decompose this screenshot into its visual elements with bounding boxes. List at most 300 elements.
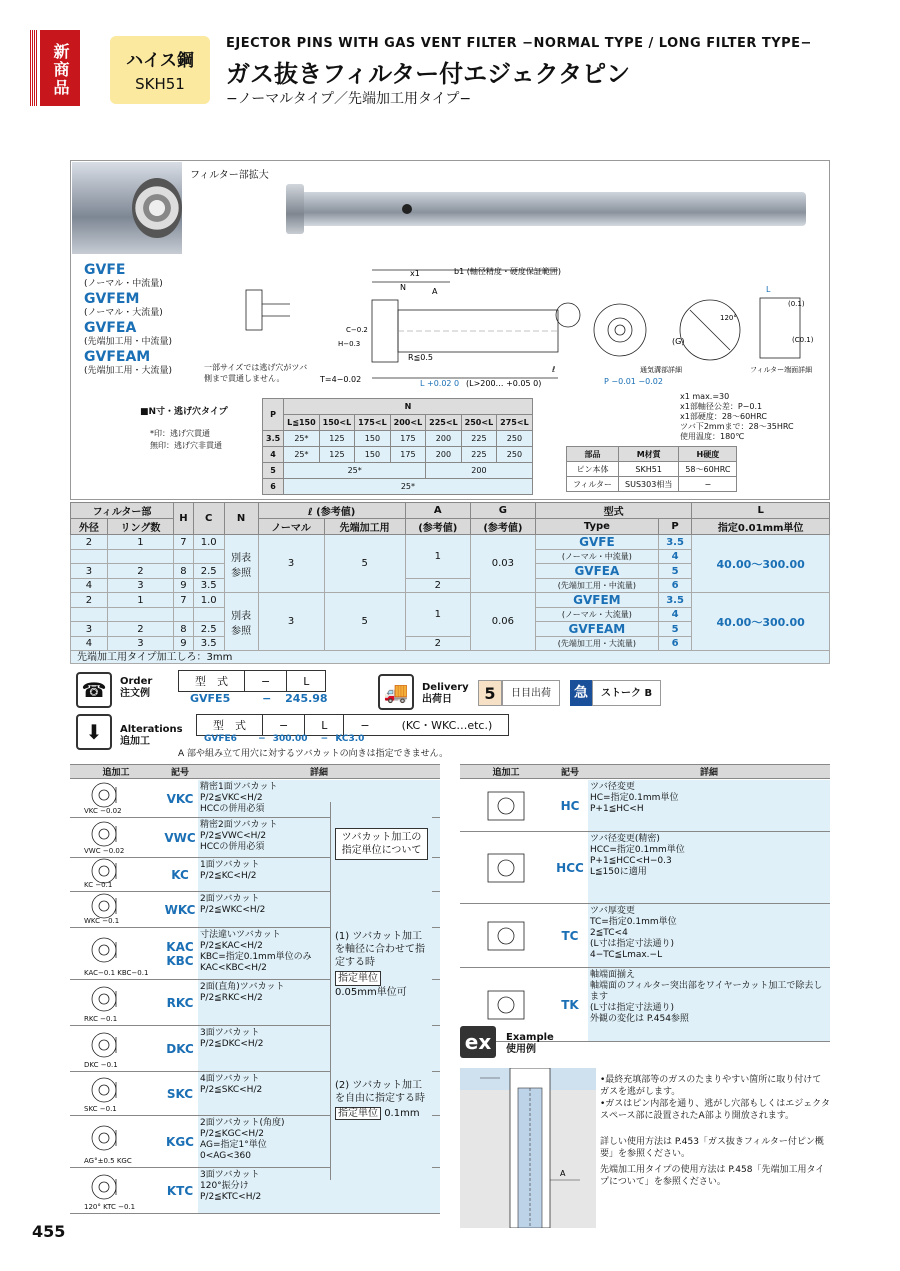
alt-v1: GVFE6 xyxy=(204,734,237,744)
order-label-jp: 注文例 xyxy=(120,688,150,699)
alteration-code-text: KBC xyxy=(166,953,194,968)
alteration-detail xyxy=(198,780,330,817)
alteration-figure xyxy=(70,928,162,979)
order-example-table xyxy=(178,670,326,692)
alteration-code xyxy=(162,980,198,1025)
alteration-detail-line: TC=指定0.1mm単位 xyxy=(590,917,677,927)
cell xyxy=(71,608,108,622)
cut-unit-1: (1) ツバカット加工を軸径に合わせて指定する時 xyxy=(335,931,425,968)
alteration-detail xyxy=(198,818,330,857)
alteration-detail-line: 120°振分け xyxy=(200,1181,249,1191)
example-ref-link[interactable]: 先端加工用タイプの使用方法は P.458「先端加工用タイプについて」を参照ください。 xyxy=(600,1165,825,1187)
alteration-figure xyxy=(70,1026,162,1071)
alteration-detail-line: P/2≦KGC<H/2 xyxy=(200,1129,264,1139)
delivery-label xyxy=(422,682,469,706)
spec-line: x1部軸径公差：P−0.1 xyxy=(680,402,763,411)
cell: 3.5 xyxy=(193,579,224,593)
n-cell: 150 xyxy=(355,431,391,447)
n-note-2: 無印：逃げ穴非貫通 xyxy=(150,441,222,450)
n-table xyxy=(262,398,533,495)
cell: 1 xyxy=(107,535,173,550)
alteration-detail-line: 3面ツバカット xyxy=(200,1170,260,1180)
alteration-detail xyxy=(588,904,830,967)
alteration-detail-line: P/2≦KTC<H/2 xyxy=(200,1192,262,1202)
alteration-detail-line: P/2≦RKC<H/2 xyxy=(200,993,263,1003)
alteration-code xyxy=(162,1116,198,1167)
order-v2: 245.98 xyxy=(285,692,328,705)
example-label xyxy=(506,1032,554,1056)
alteration-figure-label: KAC−0.1 KBC−0.1 xyxy=(84,969,149,977)
alteration-code-text: KAC xyxy=(166,939,194,954)
example-label-en: Example xyxy=(506,1032,554,1043)
label-L-small: L xyxy=(766,285,771,294)
type-code: GVFE xyxy=(84,262,126,278)
alteration-table-left xyxy=(70,764,440,779)
cell: 5 xyxy=(658,564,692,579)
tip-allowance-note: 先端加工用タイプ加工しろ：3mm xyxy=(70,650,830,664)
cell: 0.06 xyxy=(470,593,535,651)
type-desc: (先端加工用・大流量) xyxy=(84,366,173,376)
alteration-figure xyxy=(70,1168,162,1213)
order-label xyxy=(120,676,152,700)
alt-hdr: 追加工 xyxy=(70,765,162,779)
alteration-detail-line: P+1≦HC<H xyxy=(590,804,644,814)
cell: 2 xyxy=(107,622,173,637)
page-subtitle: −ノーマルタイプ／先端加工用タイプ− xyxy=(226,91,472,107)
alt-hdr: 詳細 xyxy=(588,765,830,779)
alt-label-en: Alterations xyxy=(120,724,183,735)
hdr-L-unit: 指定0.01mm単位 xyxy=(692,519,830,535)
n-table-n-header: N xyxy=(284,399,533,415)
alteration-detail-line: KBC=指定0.1mm単位のみ xyxy=(200,952,312,962)
cell: 4 xyxy=(658,550,692,564)
cell: 3 xyxy=(71,622,108,637)
cell: 7 xyxy=(174,535,194,550)
alteration-detail-line: (L寸は指定寸法通り) xyxy=(590,1003,675,1013)
n-col: 175<L xyxy=(355,415,391,431)
alteration-code: TC xyxy=(561,928,579,943)
alteration-code xyxy=(162,1072,198,1115)
cut-unit-2-label: 指定単位 xyxy=(335,1107,381,1120)
alteration-code-text: RKC xyxy=(166,995,194,1010)
n-cell: 250 xyxy=(497,447,533,463)
type-desc: (ノーマル・大流量) xyxy=(84,308,163,318)
alteration-detail-line: 2面ツバカット xyxy=(200,894,260,904)
type-cell: GVFE xyxy=(535,535,658,550)
mat-cell: SKH51 xyxy=(619,462,679,477)
cell: 2 xyxy=(71,535,108,550)
cell: 1.0 xyxy=(193,593,224,608)
alteration-code-text: KGC xyxy=(166,1134,194,1149)
alteration-detail-line: 0<AG<360 xyxy=(200,1151,251,1161)
order-values xyxy=(190,692,328,705)
alteration-code xyxy=(162,780,198,817)
order-dash-2: − xyxy=(262,692,272,705)
material-jp: ハイス鋼 xyxy=(126,51,194,71)
hdr-C: C xyxy=(193,503,224,535)
alteration-detail-line: P/2≦VWC<H/2 xyxy=(200,831,267,841)
n-cell: 175 xyxy=(390,447,426,463)
cell xyxy=(193,608,224,622)
mat-header: 部品 xyxy=(567,447,619,462)
cell: 3.5 xyxy=(658,593,692,608)
alterations-label xyxy=(120,724,183,748)
type-cell: GVFEAM xyxy=(535,622,658,637)
cell: 2 xyxy=(71,593,108,608)
usage-example-drawing xyxy=(460,1068,596,1228)
new-product-badge: 新商品 xyxy=(40,30,80,106)
alteration-detail-line: HCC=指定0.1mm単位 xyxy=(590,845,685,855)
alteration-detail-line: P/2≦DKC<H/2 xyxy=(200,1039,264,1049)
n-cell: 25* xyxy=(284,447,320,463)
cell: 3 xyxy=(107,579,173,593)
alteration-detail xyxy=(588,780,830,831)
drill-icon: ⬇ xyxy=(76,714,112,750)
alteration-figure-label: DKC −0.1 xyxy=(84,1061,118,1069)
type-cell: GVFEA xyxy=(535,564,658,579)
hdr-type-en: Type xyxy=(535,519,658,535)
type-list xyxy=(84,262,204,378)
type-desc-cell: (先端加工用・中流量) xyxy=(535,579,658,593)
type-desc-cell: (先端加工用・大流量) xyxy=(535,637,658,651)
hdr-normal: ノーマル xyxy=(258,519,324,535)
alteration-code-text: KC xyxy=(171,867,189,882)
alteration-detail-line: P/2≦WKC<H/2 xyxy=(200,905,266,915)
cell: 別表参照 xyxy=(224,593,258,651)
alteration-detail-line: 寸法違いツバカット xyxy=(200,930,281,940)
label-angle: 120° xyxy=(720,314,737,322)
alteration-figure xyxy=(460,832,552,903)
cell: 40.00〜300.00 xyxy=(692,593,830,651)
alteration-row xyxy=(460,832,830,904)
alteration-detail xyxy=(198,980,330,1025)
alt-hdr: 記号 xyxy=(162,765,198,779)
cell: 2.5 xyxy=(193,564,224,579)
order-label-en: Order xyxy=(120,676,153,687)
type-code: GVFEAM xyxy=(84,349,151,365)
alteration-figure xyxy=(70,818,162,857)
alteration-detail-line: 4−TC≦Lmax.−L xyxy=(590,950,663,960)
label-N: N xyxy=(400,283,406,292)
alteration-right-rows xyxy=(460,780,830,1042)
alteration-detail xyxy=(198,1116,330,1167)
order-v1: GVFE5 xyxy=(190,692,231,705)
alteration-code-text: VKC xyxy=(166,791,194,806)
alt-hdr: 記号 xyxy=(552,765,588,779)
type-desc: (ノーマル・中流量) xyxy=(84,279,163,289)
cell xyxy=(107,550,173,564)
alteration-detail-line: ツバ厚変更 xyxy=(590,906,635,916)
alteration-detail xyxy=(198,892,330,927)
spec-line: x1 max.=30 xyxy=(680,392,730,401)
material-box xyxy=(110,36,210,104)
example-text xyxy=(600,1074,830,1188)
hdr-ring: リング数 xyxy=(107,519,173,535)
cell xyxy=(174,550,194,564)
n-col: 150<L xyxy=(319,415,355,431)
alteration-detail-line: AG=指定1°単位 xyxy=(200,1140,267,1150)
alteration-detail-line: 1面ツバカット xyxy=(200,860,260,870)
example-icon: ex xyxy=(460,1026,496,1058)
n-col: 250<L xyxy=(461,415,497,431)
cell: 1 xyxy=(405,593,470,637)
alteration-code: HC xyxy=(560,798,580,813)
mat-cell: 58〜60HRC xyxy=(679,462,737,477)
label-T: T=4−0.02 xyxy=(320,375,362,384)
example-bullet: •ガスはピン内部を通り、逃がし穴部もしくはエジェクタスペース部に設置されたA部より開放されます。 xyxy=(600,1099,830,1121)
cell: 3.5 xyxy=(658,535,692,550)
alteration-detail xyxy=(588,968,830,1041)
spec-line: ツバ下2mmまで：28〜35HRC xyxy=(680,422,794,431)
n-row-p: 5 xyxy=(263,463,284,479)
cell: 5 xyxy=(658,622,692,637)
alt-hdr: 詳細 xyxy=(198,765,440,779)
n-cell: 25* xyxy=(284,431,320,447)
cell: 4 xyxy=(71,637,108,651)
alteration-figure-label: WKC −0.1 xyxy=(84,917,120,925)
order-h2: L xyxy=(287,671,326,692)
alt-label-jp: 追加工 xyxy=(120,736,150,747)
example-label-jp: 使用例 xyxy=(506,1044,536,1055)
mat-header: H硬度 xyxy=(679,447,737,462)
label-l: ℓ xyxy=(552,365,556,374)
label-x1: x1 xyxy=(410,269,420,278)
order-h1: 型 式 xyxy=(179,671,245,692)
vent-detail-circle xyxy=(594,304,646,356)
table-row xyxy=(71,593,830,608)
mat-cell: SUS303相当 xyxy=(619,477,679,492)
label-vent-detail: 通気溝部詳細 xyxy=(640,366,682,374)
n-cell: 25* xyxy=(284,479,533,495)
cell: 5 xyxy=(324,535,405,593)
cut-unit-title: ツバカット加工の指定単位について xyxy=(335,828,428,860)
alteration-figure xyxy=(70,1072,162,1115)
alteration-code-text: WKC xyxy=(164,902,196,917)
order-dash: − xyxy=(261,674,271,688)
mat-header: M材質 xyxy=(619,447,679,462)
hdr-G-ref: (参考値) xyxy=(470,519,535,535)
alteration-figure xyxy=(70,892,162,927)
alt-v2: 300.00 xyxy=(272,734,308,744)
n-row-p: 3.5 xyxy=(263,431,284,447)
page-title: ガス抜きフィルター付エジェクタピン xyxy=(226,60,631,88)
alteration-figure xyxy=(460,780,552,831)
alteration-figure-label: RKC −0.1 xyxy=(84,1015,118,1023)
label-P: P −0.01 −0.02 xyxy=(604,377,663,386)
hdr-type: 型式 xyxy=(535,503,691,519)
cell xyxy=(174,608,194,622)
alteration-row xyxy=(460,968,830,1042)
alteration-detail-line: 軸端面のフィルター突出部をワイヤーカット加工で除去します xyxy=(590,981,823,1002)
cell xyxy=(71,550,108,564)
alt-h3: (KC・WKC…etc.) xyxy=(401,719,493,732)
mat-cell: フィルター xyxy=(567,477,619,492)
alteration-code-text: SKC xyxy=(166,1086,194,1101)
cell: 3 xyxy=(258,593,324,651)
alteration-code xyxy=(162,1168,198,1213)
n-row-p: 4 xyxy=(263,447,284,463)
label-L200: (L>200… +0.05 0) xyxy=(466,379,542,388)
cell: 4 xyxy=(71,579,108,593)
hdr-G: G xyxy=(470,503,535,519)
alteration-detail-line: 外観の変化は P.454参照 xyxy=(590,1014,689,1024)
alteration-detail xyxy=(198,928,330,979)
alteration-detail-line: P+1≦HCC<H−0.3 xyxy=(590,856,672,866)
label-b1: b1 (軸径精度・硬度保証範囲) xyxy=(454,267,561,276)
alteration-example-table: 型 式 − L − (KC・WKC…etc.) xyxy=(196,714,509,736)
cell: 7 xyxy=(174,593,194,608)
cell xyxy=(107,608,173,622)
cell: 1.0 xyxy=(193,535,224,550)
alteration-detail xyxy=(198,1026,330,1071)
type-desc-cell: (ノーマル・大流量) xyxy=(535,608,658,622)
cell: 3 xyxy=(71,564,108,579)
n-cell: 200 xyxy=(426,463,533,479)
alteration-table-right xyxy=(460,764,830,779)
cell: 6 xyxy=(658,579,692,593)
alteration-detail-line: 3面ツバカット xyxy=(200,1028,260,1038)
alteration-detail-line: ツバ径変更 xyxy=(590,782,635,792)
alteration-note: A 部や組み立て用穴に対するツバカットの向きは指定できません。 xyxy=(178,749,449,759)
alteration-figure xyxy=(70,1116,162,1167)
label-A: A xyxy=(432,287,438,296)
alteration-detail xyxy=(588,832,830,903)
alteration-figure xyxy=(70,780,162,817)
express-icon: 急 xyxy=(570,680,592,706)
hdr-H: H xyxy=(174,503,194,535)
header-stripes xyxy=(30,30,38,106)
alteration-code xyxy=(162,818,198,857)
cut-unit-2: (2) ツバカット加工を自由に指定する時 xyxy=(335,1080,425,1104)
cell: 2 xyxy=(405,579,470,593)
n-cell: 150 xyxy=(355,447,391,463)
hdr-P: P xyxy=(658,519,692,535)
alteration-values: GVFE6 − 300.00 − KC3.0 xyxy=(204,734,365,744)
alteration-code-text: DKC xyxy=(166,1041,194,1056)
hdr-filter: フィルター部 xyxy=(71,503,174,519)
cut-unit-1-label: 指定単位 xyxy=(335,971,381,986)
alteration-detail-line: HCCの併用必須 xyxy=(200,804,265,814)
alteration-figure xyxy=(70,858,162,891)
alteration-code xyxy=(162,858,198,891)
cell: 0.03 xyxy=(470,535,535,593)
n-table-p-header: P xyxy=(263,399,284,431)
hdr-l: ℓ (参考値) xyxy=(258,503,405,519)
alteration-detail-line: 精密2面ツバカット xyxy=(200,820,278,830)
n-cell: 225 xyxy=(461,431,497,447)
n-table-notes xyxy=(150,428,222,452)
stock-label: ストーク B xyxy=(592,680,661,706)
pin-photo xyxy=(286,192,806,226)
alteration-detail xyxy=(198,1168,330,1213)
n-cell: 225 xyxy=(461,447,497,463)
delivery-label-jp: 出荷日 xyxy=(422,694,452,705)
cell xyxy=(193,550,224,564)
mat-cell: ピン本体 xyxy=(567,462,619,477)
cut-unit-note-box xyxy=(330,802,432,1180)
main-spec-table xyxy=(70,502,830,651)
n-table-label: ■N寸・逃げ穴タイプ xyxy=(140,407,228,417)
title-en: EJECTOR PINS WITH GAS VENT FILTER −NORMAL TYPE / LONG FILTER TYPE− xyxy=(226,36,812,51)
alteration-detail xyxy=(198,1072,330,1115)
hdr-L: L xyxy=(692,503,830,519)
alteration-code-text: VWC xyxy=(164,830,196,845)
label-R: R≦0.5 xyxy=(408,353,433,362)
alteration-detail-line: 4面ツバカット xyxy=(200,1074,260,1084)
alteration-detail-line: P/2≦SKC<H/2 xyxy=(200,1085,263,1095)
n-row-p: 6 xyxy=(263,479,284,495)
example-ref-link[interactable]: 詳しい使用方法は P.453「ガス抜きフィルター付ピン概要」を参照ください。 xyxy=(600,1137,824,1159)
type-cell: GVFEM xyxy=(535,593,658,608)
alteration-figure-label: AG°±0.5 KGC xyxy=(84,1157,132,1165)
delivery-days: 5 xyxy=(478,680,502,706)
delivery-days-label: 日目出荷 xyxy=(502,680,560,706)
alt-v3: KC3.0 xyxy=(335,734,365,744)
alteration-figure-label: KC −0.1 xyxy=(84,881,113,889)
spec-line: 使用温度：180℃ xyxy=(680,432,745,441)
alteration-figure-label: VWC −0.02 xyxy=(84,847,125,855)
hdr-outer: 外径 xyxy=(71,519,108,535)
cell: 1 xyxy=(107,593,173,608)
n-col: 225<L xyxy=(426,415,462,431)
alteration-figure xyxy=(70,980,162,1025)
truck-icon: 🚚 xyxy=(378,674,414,710)
n-col: 275<L xyxy=(497,415,533,431)
example-bullet: •最終充填部等のガスのたまりやすい箇所に取り付けてガスを逃がします。 xyxy=(600,1075,822,1097)
cell: 2 xyxy=(107,564,173,579)
cell: 40.00〜300.00 xyxy=(692,535,830,593)
cell: 別表参照 xyxy=(224,535,258,593)
label-filter-detail: フィルター端面詳細 xyxy=(750,366,813,374)
label-c01: (C0.1) xyxy=(792,336,814,344)
cell: 3 xyxy=(107,637,173,651)
cell: 3 xyxy=(258,535,324,593)
small-head-sketch xyxy=(246,290,262,330)
photo-label: フィルター部拡大 xyxy=(190,170,269,181)
alteration-detail-line: 2面ツバカット(角度) xyxy=(200,1118,285,1128)
n-note-1: *印：逃げ穴貫通 xyxy=(150,429,210,438)
alteration-row xyxy=(460,780,830,832)
alteration-detail-line: HCCの併用必須 xyxy=(200,842,265,852)
label-r01: (0.1) xyxy=(788,300,805,308)
alteration-code: TK xyxy=(561,997,579,1012)
filter-closeup-photo xyxy=(72,162,182,254)
cell: 9 xyxy=(174,637,194,651)
label-C: C−0.2 xyxy=(346,326,368,334)
alteration-code: HCC xyxy=(556,860,584,875)
n-col: 200<L xyxy=(390,415,426,431)
hdr-N: N xyxy=(224,503,258,535)
alteration-detail-line: P/2≦KAC<H/2 xyxy=(200,941,263,951)
type-code: GVFEA xyxy=(84,320,137,336)
alt-h2: L xyxy=(305,715,344,736)
alteration-detail-line: P/2≦VKC<H/2 xyxy=(200,793,263,803)
n-cell: 125 xyxy=(319,431,355,447)
alt-h1: 型 式 xyxy=(197,715,263,736)
phone-icon: ☎ xyxy=(76,672,112,708)
alteration-detail-line: P/2≦KC<H/2 xyxy=(200,871,257,881)
specs-list xyxy=(680,392,794,442)
alteration-code-text: KTC xyxy=(166,1183,194,1198)
hdr-A: A xyxy=(405,503,470,519)
alteration-code xyxy=(162,928,198,979)
cell: 1 xyxy=(405,535,470,579)
cut-unit-2-value: 0.1mm xyxy=(384,1108,420,1119)
cut-unit-1-value: 0.05mm単位可 xyxy=(335,987,407,998)
n-cell: 200 xyxy=(426,431,462,447)
alteration-figure-label: SKC −0.1 xyxy=(84,1105,117,1113)
alteration-figure-label: VKC −0.02 xyxy=(84,807,122,815)
